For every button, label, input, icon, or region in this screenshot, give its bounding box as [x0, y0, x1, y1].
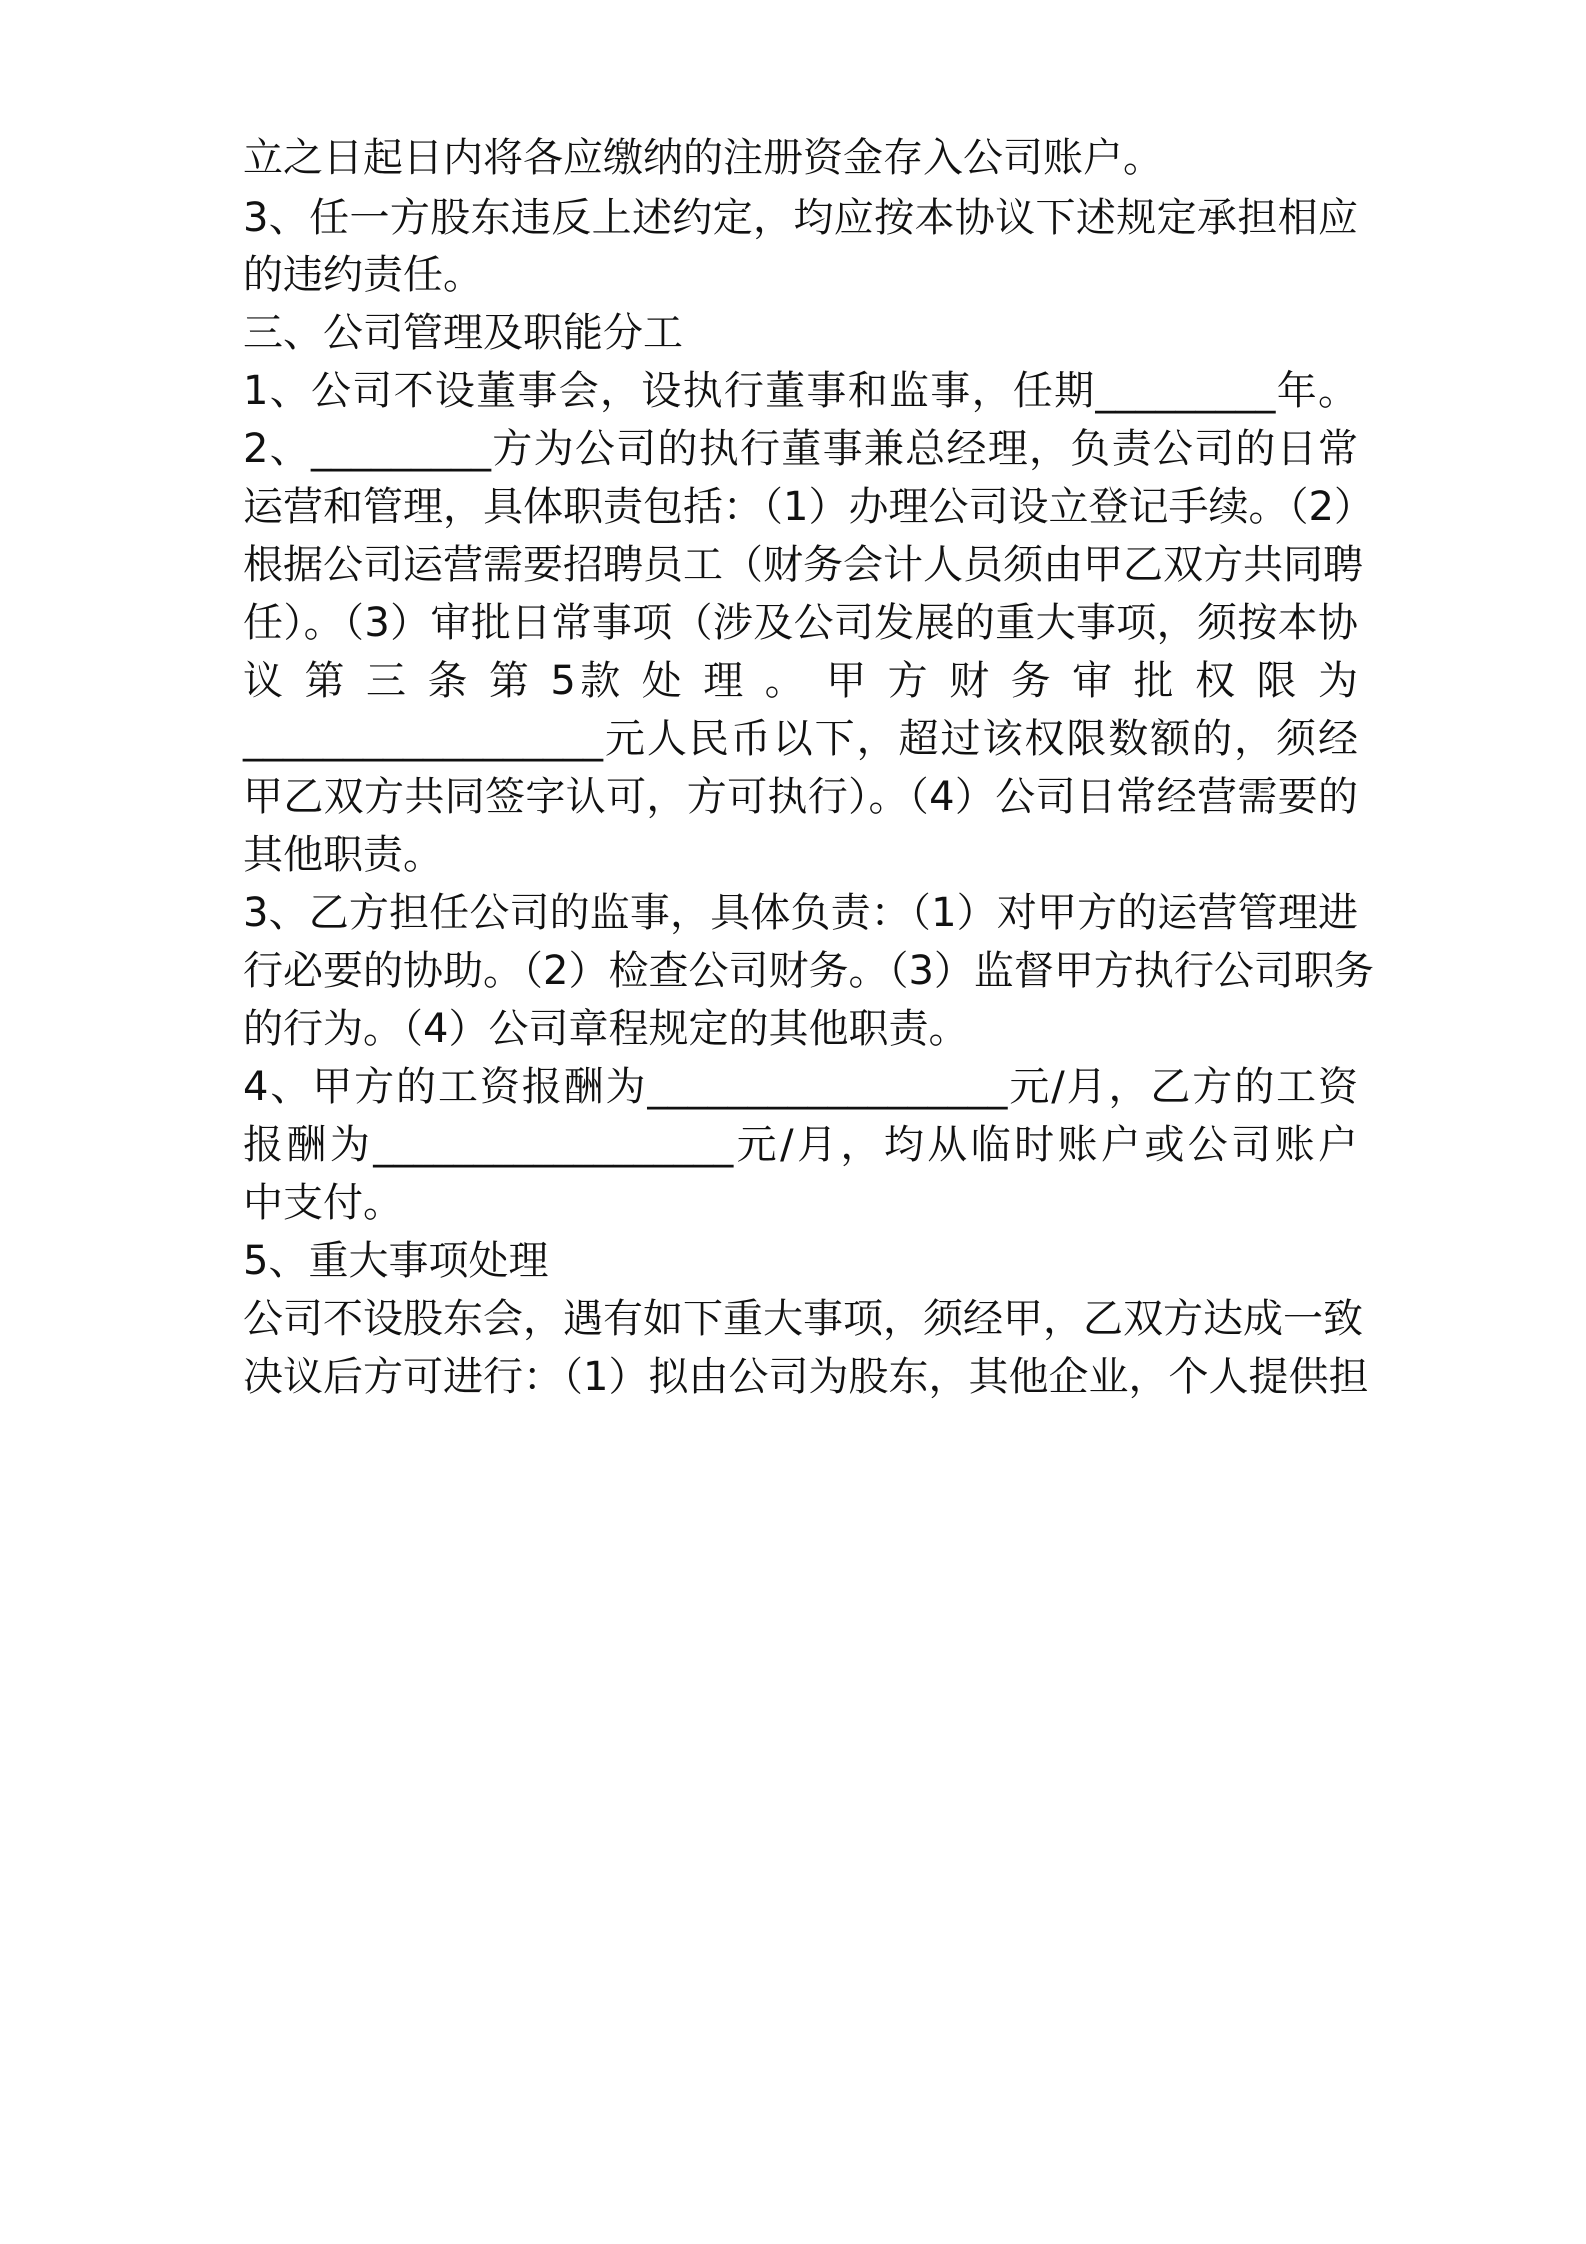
text-line-15: 行必要的协助。（2）检查公司财务。（3）监督甲方执行公司职务	[243, 948, 1374, 994]
text-line-9: 任）。（3）审批日常事项（涉及公司发展的重大事项，须按本协	[243, 600, 1358, 646]
text-line-13: 其他职责。	[243, 832, 443, 878]
text-line-16: 的行为。（4）公司章程规定的其他职责。	[243, 1006, 969, 1052]
text-line-8: 根据公司运营需要招聘员工（财务会计人员须由甲乙双方共同聘	[243, 542, 1363, 588]
text-line-12: 甲乙双方共同签字认可，方可执行）。（4）公司日常经营需要的	[243, 774, 1358, 820]
text-line-20: 5、重大事项处理	[243, 1238, 549, 1284]
text-line-22: 决议后方可进行：（1）拟由公司为股东，其他企业，个人提供担	[243, 1354, 1369, 1400]
text-line-11: __________________元人民币以下，超过该权限数额的，须经	[243, 716, 1358, 762]
text-line-14: 3、乙方担任公司的监事，具体负责：（1）对甲方的运营管理进	[243, 890, 1358, 936]
text-line-3: 的违约责任。	[243, 252, 483, 298]
text-line-2: 3、任一方股东违反上述约定，均应按本协议下述规定承担相应	[243, 195, 1358, 241]
text-line-18: 报酬为__________________元/月，均从临时账户或公司账户	[243, 1122, 1358, 1168]
text-line-19: 中支付。	[243, 1180, 403, 1226]
text-line-6: 2、_________方为公司的执行董事兼总经理，负责公司的日常	[243, 426, 1358, 472]
section-heading: 三、公司管理及职能分工	[243, 310, 683, 356]
text-line-5: 1、公司不设董事会，设执行董事和监事，任期_________年。	[243, 368, 1358, 414]
text-line-7: 运营和管理，具体职责包括：（1）办理公司设立登记手续。（2）	[243, 484, 1374, 530]
text-line-10: 议 第 三 条 第 5款 处 理 。 甲 方 财 务 审 批 权 限 为	[243, 658, 1358, 704]
text-line-17: 4、甲方的工资报酬为__________________元/月，乙方的工资	[243, 1064, 1358, 1110]
text-line-1: 立之日起日内将各应缴纳的注册资金存入公司账户。	[243, 135, 1163, 181]
text-line-21: 公司不设股东会，遇有如下重大事项，须经甲，乙双方达成一致	[243, 1296, 1363, 1342]
